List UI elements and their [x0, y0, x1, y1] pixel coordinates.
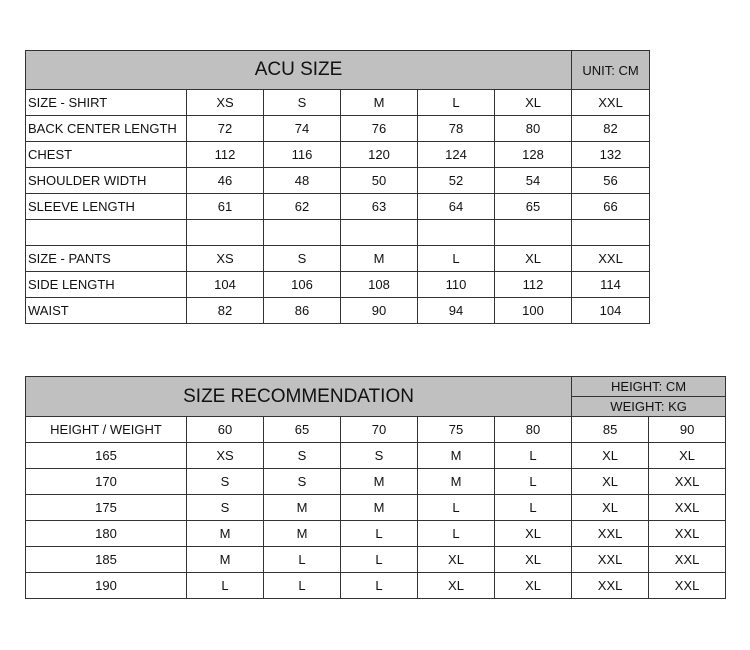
size-cell: XS — [187, 443, 264, 469]
value-cell: 78 — [418, 116, 495, 142]
empty-cell — [26, 220, 187, 246]
value-cell: 132 — [572, 142, 650, 168]
size-cell: M — [341, 90, 418, 116]
weight-cell: 70 — [341, 417, 418, 443]
table-row — [26, 194, 650, 220]
size-cell: S — [341, 443, 418, 469]
size-cell: XXL — [649, 573, 726, 599]
value-cell: 86 — [264, 298, 341, 324]
table-row — [26, 443, 726, 469]
size-cell: L — [264, 547, 341, 573]
size-cell: XL — [495, 521, 572, 547]
weight-cell: 85 — [572, 417, 649, 443]
value-cell: 64 — [418, 194, 495, 220]
size-cell: S — [264, 469, 341, 495]
weight-cell: 65 — [264, 417, 341, 443]
table-row — [26, 573, 726, 599]
value-cell: 112 — [495, 272, 572, 298]
value-cell: 104 — [572, 298, 650, 324]
value-cell: 94 — [418, 298, 495, 324]
size-cell: S — [264, 246, 341, 272]
size-cell: L — [495, 469, 572, 495]
value-cell: 72 — [187, 116, 264, 142]
value-cell: 62 — [264, 194, 341, 220]
size-cell: XXL — [572, 90, 650, 116]
size-cell: XL — [495, 246, 572, 272]
rec-title: SIZE RECOMMENDATION — [26, 377, 572, 417]
size-cell: XL — [495, 573, 572, 599]
row-label: BACK CENTER LENGTH — [26, 116, 187, 142]
table-row — [26, 495, 726, 521]
size-cell: XL — [418, 573, 495, 599]
size-cell: XL — [495, 90, 572, 116]
value-cell: 52 — [418, 168, 495, 194]
size-cell: M — [418, 443, 495, 469]
size-cell: M — [264, 495, 341, 521]
height-unit: HEIGHT: CM — [572, 377, 726, 397]
value-cell: 65 — [495, 194, 572, 220]
weight-cell: 75 — [418, 417, 495, 443]
table-row — [26, 168, 650, 194]
acu-size-table — [25, 50, 650, 324]
table-row — [26, 521, 726, 547]
empty-cell — [418, 220, 495, 246]
row-label: WAIST — [26, 298, 187, 324]
size-cell: L — [264, 573, 341, 599]
size-cell: XS — [187, 246, 264, 272]
shirt-header-row — [26, 90, 650, 116]
value-cell: 104 — [187, 272, 264, 298]
table-row — [26, 272, 650, 298]
value-cell: 61 — [187, 194, 264, 220]
value-cell: 100 — [495, 298, 572, 324]
empty-cell — [341, 220, 418, 246]
row-label: CHEST — [26, 142, 187, 168]
size-cell: L — [341, 573, 418, 599]
size-cell: S — [264, 90, 341, 116]
size-cell: XL — [572, 495, 649, 521]
height-cell: 185 — [26, 547, 187, 573]
acu-title: ACU SIZE — [26, 51, 572, 90]
size-cell: XL — [649, 443, 726, 469]
table-row — [26, 469, 726, 495]
size-cell: XL — [418, 547, 495, 573]
size-cell: XL — [572, 469, 649, 495]
size-recommendation-table — [25, 376, 726, 599]
acu-unit: UNIT: CM — [572, 51, 650, 90]
value-cell: 54 — [495, 168, 572, 194]
value-cell: 66 — [572, 194, 650, 220]
empty-cell — [495, 220, 572, 246]
value-cell: 106 — [264, 272, 341, 298]
rec-header-label: HEIGHT / WEIGHT — [26, 417, 187, 443]
size-cell: L — [341, 547, 418, 573]
value-cell: 50 — [341, 168, 418, 194]
value-cell: 80 — [495, 116, 572, 142]
size-cell: L — [418, 246, 495, 272]
row-label: SIDE LENGTH — [26, 272, 187, 298]
pants-header-row — [26, 246, 650, 272]
size-cell: S — [187, 469, 264, 495]
size-cell: XXL — [649, 495, 726, 521]
value-cell: 108 — [341, 272, 418, 298]
value-cell: 82 — [572, 116, 650, 142]
height-cell: 190 — [26, 573, 187, 599]
value-cell: 63 — [341, 194, 418, 220]
height-cell: 165 — [26, 443, 187, 469]
table-row — [26, 298, 650, 324]
value-cell: 124 — [418, 142, 495, 168]
row-label: SHOULDER WIDTH — [26, 168, 187, 194]
size-cell: M — [264, 521, 341, 547]
size-cell: XXL — [649, 469, 726, 495]
size-cell: M — [341, 469, 418, 495]
value-cell: 112 — [187, 142, 264, 168]
value-cell: 120 — [341, 142, 418, 168]
size-cell: L — [418, 495, 495, 521]
weight-cell: 90 — [649, 417, 726, 443]
value-cell: 114 — [572, 272, 650, 298]
weight-cell: 60 — [187, 417, 264, 443]
size-cell: XL — [495, 547, 572, 573]
row-label: SLEEVE LENGTH — [26, 194, 187, 220]
size-cell: L — [495, 443, 572, 469]
size-cell: L — [418, 521, 495, 547]
size-cell: XXL — [572, 547, 649, 573]
table-row — [26, 116, 650, 142]
table-row — [26, 142, 650, 168]
value-cell: 110 — [418, 272, 495, 298]
size-cell: L — [418, 90, 495, 116]
size-cell: L — [495, 495, 572, 521]
size-cell: M — [341, 246, 418, 272]
empty-cell — [264, 220, 341, 246]
size-cell: L — [187, 573, 264, 599]
value-cell: 82 — [187, 298, 264, 324]
height-cell: 180 — [26, 521, 187, 547]
value-cell: 76 — [341, 116, 418, 142]
empty-cell — [572, 220, 650, 246]
value-cell: 74 — [264, 116, 341, 142]
value-cell: 56 — [572, 168, 650, 194]
size-cell: XXL — [572, 521, 649, 547]
size-cell: XXL — [649, 521, 726, 547]
size-cell: XXL — [572, 573, 649, 599]
size-cell: S — [187, 495, 264, 521]
spacer-row — [26, 220, 650, 246]
acu-title-row — [26, 51, 650, 90]
value-cell: 116 — [264, 142, 341, 168]
weight-unit: WEIGHT: KG — [572, 397, 726, 417]
pants-header-label: SIZE - PANTS — [26, 246, 187, 272]
rec-title-row — [26, 377, 726, 397]
shirt-header-label: SIZE - SHIRT — [26, 90, 187, 116]
size-cell: XXL — [572, 246, 650, 272]
size-cell: M — [187, 521, 264, 547]
rec-header-row — [26, 417, 726, 443]
value-cell: 90 — [341, 298, 418, 324]
size-cell: M — [418, 469, 495, 495]
height-cell: 175 — [26, 495, 187, 521]
size-cell: L — [341, 521, 418, 547]
empty-cell — [187, 220, 264, 246]
size-cell: XS — [187, 90, 264, 116]
size-cell: M — [341, 495, 418, 521]
size-cell: M — [187, 547, 264, 573]
size-cell: XXL — [649, 547, 726, 573]
value-cell: 48 — [264, 168, 341, 194]
table-row — [26, 547, 726, 573]
value-cell: 128 — [495, 142, 572, 168]
size-cell: S — [264, 443, 341, 469]
weight-cell: 80 — [495, 417, 572, 443]
size-cell: XL — [572, 443, 649, 469]
value-cell: 46 — [187, 168, 264, 194]
height-cell: 170 — [26, 469, 187, 495]
